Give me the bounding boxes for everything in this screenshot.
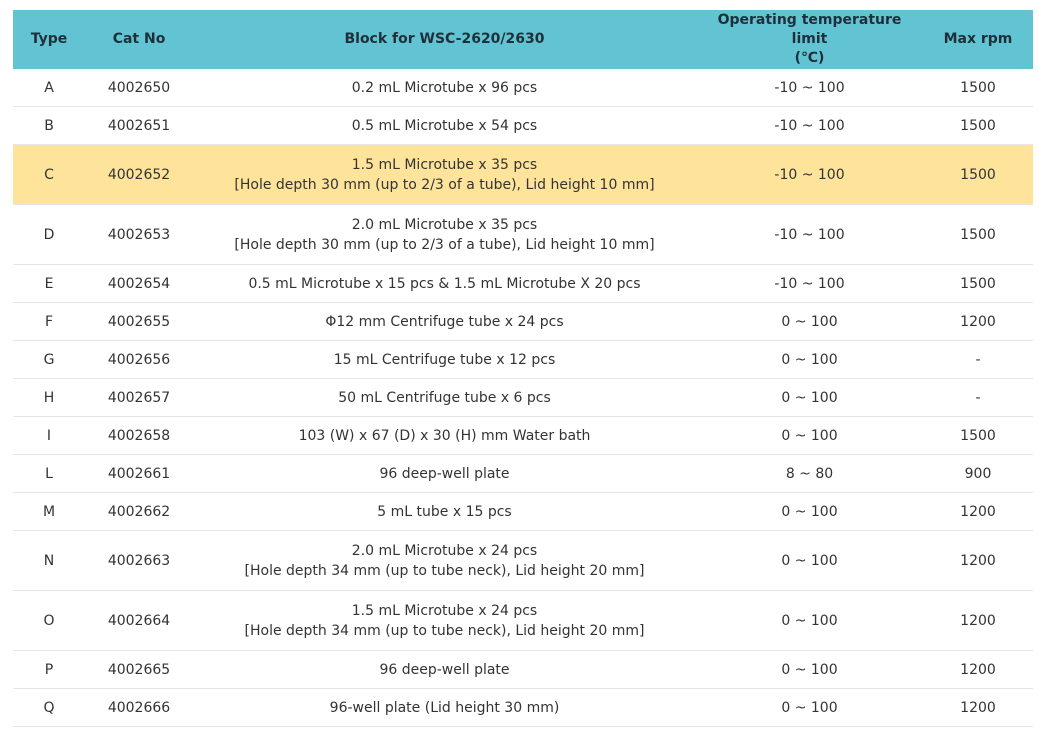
cell-block [193,531,696,591]
cell-temperature: -10 ~ 100 [696,69,923,107]
cell-type: N [13,531,85,591]
cell-block-description: 5 mL tube x 15 pcs [377,503,512,520]
cell-block [193,689,696,727]
cell-block [193,379,696,417]
cell-type: F [13,303,85,341]
cell-max-rpm: 1500 [923,107,1033,145]
cell-cat-no: 4002662 [85,493,193,531]
table-row [13,145,1033,205]
table-row [13,591,1033,651]
cell-block-description: 0.5 mL Microtube x 15 pcs & 1.5 mL Microtube X 20 pcs [248,275,641,292]
table-row [13,531,1033,591]
cell-temperature: -10 ~ 100 [696,145,923,205]
cell-temperature: 0 ~ 100 [696,417,923,455]
table-body [13,69,1033,727]
cell-max-rpm: 1200 [923,531,1033,591]
cell-block [193,145,696,205]
cell-block-description: Φ12 mm Centrifuge tube x 24 pcs [325,313,564,330]
cell-max-rpm: - [923,379,1033,417]
cell-cat-no: 4002656 [85,341,193,379]
cell-block [193,591,696,651]
cell-temperature: -10 ~ 100 [696,265,923,303]
cell-cat-no: 4002665 [85,651,193,689]
header-temperature-unit: (℃) [794,50,825,66]
table-row [13,265,1033,303]
cell-max-rpm: 1500 [923,145,1033,205]
cell-cat-no: 4002661 [85,455,193,493]
cell-cat-no: 4002664 [85,591,193,651]
cell-type: A [13,69,85,107]
cell-block-detail: [Hole depth 30 mm (up to 2/3 of a tube), Lid height 10 mm] [234,176,655,193]
cell-cat-no: 4002650 [85,69,193,107]
cell-temperature: -10 ~ 100 [696,205,923,265]
cell-block-description: 96 deep-well plate [379,661,510,678]
table-row [13,651,1033,689]
cell-type: Q [13,689,85,727]
cell-temperature: 0 ~ 100 [696,341,923,379]
cell-max-rpm: 1500 [923,265,1033,303]
table-row [13,303,1033,341]
table-row [13,417,1033,455]
header-max-rpm: Max rpm [923,10,1033,69]
cell-block [193,455,696,493]
cell-temperature: -10 ~ 100 [696,107,923,145]
cell-block-description: 50 mL Centrifuge tube x 6 pcs [338,389,551,406]
cell-block [193,417,696,455]
cell-block-description: 1.5 mL Microtube x 35 pcs [351,156,538,173]
cell-temperature: 0 ~ 100 [696,651,923,689]
cell-type: B [13,107,85,145]
cell-block [193,205,696,265]
table-row [13,493,1033,531]
cell-max-rpm: 1200 [923,689,1033,727]
cell-cat-no: 4002666 [85,689,193,727]
cell-max-rpm: 1200 [923,591,1033,651]
cell-block-description: 1.5 mL Microtube x 24 pcs [351,602,538,619]
cell-block-description: 2.0 mL Microtube x 24 pcs [351,542,538,559]
cell-cat-no: 4002657 [85,379,193,417]
cell-block-detail: [Hole depth 34 mm (up to tube neck), Lid height 20 mm] [244,622,645,639]
cell-temperature: 8 ~ 80 [696,455,923,493]
cell-max-rpm: 1200 [923,651,1033,689]
cell-max-rpm: 1200 [923,493,1033,531]
cell-cat-no: 4002658 [85,417,193,455]
cell-block-description: 15 mL Centrifuge tube x 12 pcs [333,351,556,368]
cell-type: G [13,341,85,379]
cell-max-rpm: 1500 [923,417,1033,455]
cell-max-rpm: 1500 [923,205,1033,265]
cell-block-description: 0.2 mL Microtube x 96 pcs [351,79,538,96]
cell-max-rpm: 900 [923,455,1033,493]
cell-block-description: 2.0 mL Microtube x 35 pcs [351,216,538,233]
table-row [13,205,1033,265]
table-row [13,69,1033,107]
table-row [13,107,1033,145]
cell-temperature: 0 ~ 100 [696,493,923,531]
cell-type: P [13,651,85,689]
cell-type: E [13,265,85,303]
table-row [13,455,1033,493]
cell-cat-no: 4002654 [85,265,193,303]
cell-block [193,69,696,107]
cell-max-rpm: 1500 [923,69,1033,107]
cell-temperature: 0 ~ 100 [696,591,923,651]
cell-cat-no: 4002651 [85,107,193,145]
header-row [13,10,1033,69]
cell-temperature: 0 ~ 100 [696,379,923,417]
cell-block-description: 96-well plate (Lid height 30 mm) [329,699,560,716]
header-temperature [696,10,923,69]
cell-type: C [13,145,85,205]
cell-block [193,107,696,145]
cell-temperature: 0 ~ 100 [696,689,923,727]
table-row [13,689,1033,727]
spec-table-container [13,10,1033,727]
cell-type: D [13,205,85,265]
cell-block [193,303,696,341]
cell-type: I [13,417,85,455]
cell-max-rpm: - [923,341,1033,379]
cell-block [193,265,696,303]
header-temperature-line1: Operating temperature limit [717,12,902,47]
cell-block [193,341,696,379]
cell-max-rpm: 1200 [923,303,1033,341]
cell-temperature: 0 ~ 100 [696,531,923,591]
cell-type: L [13,455,85,493]
block-spec-table [13,10,1033,727]
cell-type: M [13,493,85,531]
cell-block [193,651,696,689]
table-row [13,341,1033,379]
cell-block-description: 96 deep-well plate [379,465,510,482]
cell-block-description: 0.5 mL Microtube x 54 pcs [351,117,538,134]
table-header [13,10,1033,69]
cell-cat-no: 4002663 [85,531,193,591]
cell-cat-no: 4002655 [85,303,193,341]
cell-cat-no: 4002652 [85,145,193,205]
cell-block-detail: [Hole depth 34 mm (up to tube neck), Lid height 20 mm] [244,562,645,579]
header-cat-no: Cat No [85,10,193,69]
cell-type: H [13,379,85,417]
table-row [13,379,1033,417]
cell-cat-no: 4002653 [85,205,193,265]
cell-block-description: 103 (W) x 67 (D) x 30 (H) mm Water bath [298,427,591,444]
header-type: Type [13,10,85,69]
cell-block [193,493,696,531]
cell-type: O [13,591,85,651]
cell-temperature: 0 ~ 100 [696,303,923,341]
cell-block-detail: [Hole depth 30 mm (up to 2/3 of a tube), Lid height 10 mm] [234,236,655,253]
header-block: Block for WSC-2620/2630 [193,10,696,69]
